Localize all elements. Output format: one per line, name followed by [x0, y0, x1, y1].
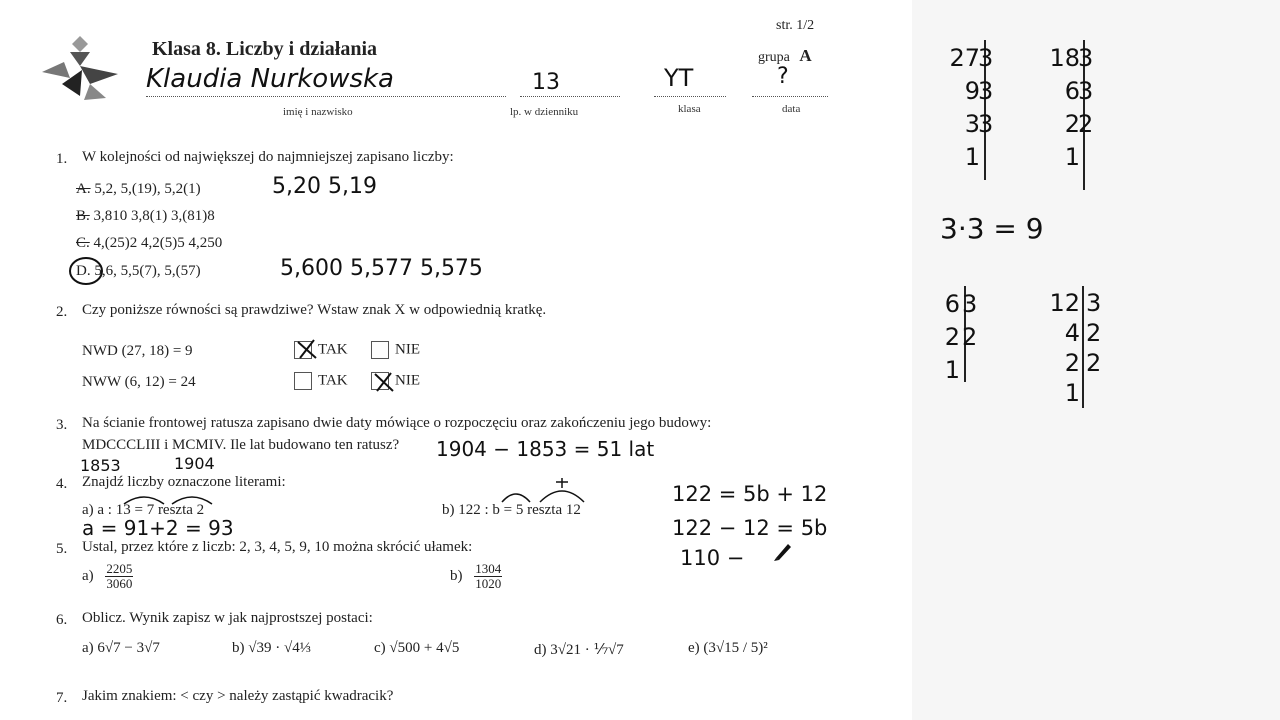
- q4-b-arcs: [498, 474, 598, 506]
- factor-6-right: 3 2: [962, 290, 978, 351]
- q1-d-circle: [68, 256, 104, 286]
- klasa-handwritten: YT: [664, 64, 694, 92]
- q1-number: 1.: [56, 151, 68, 167]
- q7-text: Jakim znakiem: < czy > należy zastąpić kwadracik?: [82, 688, 394, 704]
- q4-a-work: a = 91+2 = 93: [82, 516, 234, 540]
- q2-row1-x-mark: [294, 336, 320, 362]
- q5-a: a) $\frac{2205}{3060}$: [82, 561, 133, 591]
- scratch-panel: [912, 0, 1280, 720]
- name-handwritten: Klaudia Nurkowska: [146, 64, 394, 94]
- data-handwritten: ?: [777, 64, 789, 89]
- klasa-line: [654, 96, 726, 97]
- q1-option-a: A. 5,2, 5,(19), 5,2(1): [76, 181, 201, 197]
- page-title: Klasa 8. Liczby i działania: [152, 38, 378, 60]
- q3-answer: 1904 − 1853 = 51 lat: [436, 437, 655, 461]
- q6-a: a) 6√7 − 3√7: [82, 640, 160, 656]
- factor-18-right: 3 3 2: [1078, 44, 1094, 138]
- q2-row1-expr: NWD (27, 18) = 9: [82, 343, 193, 359]
- q5-b: b) $\frac{1304}{1020}$: [450, 561, 502, 591]
- q4-a-arcs: [120, 490, 220, 506]
- group-label: grupa A: [758, 46, 812, 65]
- data-line: [752, 96, 828, 97]
- gcd-product: 3·3 = 9: [940, 212, 1044, 245]
- q2-row2-yes-checkbox[interactable]: [294, 372, 312, 390]
- q5-b-fraction: $\frac{1304}{1020}$: [475, 561, 502, 591]
- q7-number: 7.: [56, 690, 68, 706]
- q6-b: b) √39 · √4⅓: [232, 640, 311, 656]
- q4b-work-line1: 122 = 5b + 12: [672, 482, 828, 506]
- q1-option-d: D. 5,6, 5,5(7), 5,(57): [76, 263, 201, 279]
- q2-row1-no[interactable]: NIE: [371, 341, 420, 359]
- q2-row1-yes[interactable]: TAK: [294, 341, 348, 359]
- q2-row2-no[interactable]: NIE: [371, 372, 420, 390]
- name-line: [146, 96, 506, 97]
- data-label: data: [782, 103, 801, 115]
- pen-cursor-icon: [772, 540, 792, 562]
- q4-number: 4.: [56, 476, 68, 492]
- q3-line2: MDCCCLIII i MCMIV. Ile lat budowano ten ratusz?: [82, 437, 400, 453]
- q4b-work-line2: 122 − 12 = 5b: [672, 516, 828, 540]
- factor-27-right: 3 3 3: [978, 44, 994, 138]
- lp-line: [520, 96, 620, 97]
- q4-text: Znajdź liczby oznaczone literami:: [82, 474, 286, 490]
- q1-a-note: 5,20 5,19: [272, 174, 377, 199]
- group-value: A: [799, 46, 812, 65]
- logo-icon: [40, 34, 120, 104]
- q1-text: W kolejności od największej do najmniejszej zapisano liczby:: [82, 149, 454, 165]
- q3-note-1904: 1904: [174, 454, 215, 473]
- factor-12-right: 3 2 2: [1086, 289, 1102, 377]
- factor-27-left: 27 9 3 1: [949, 44, 980, 171]
- klasa-label: klasa: [678, 103, 701, 115]
- q1-d-note: 5,600 5,577 5,575: [280, 256, 483, 281]
- factor-6-left: 6 2 1: [944, 290, 960, 384]
- q3-line1: Na ścianie frontowej ratusza zapisano dwie daty mówiące o rozpoczęciu oraz zakończeniu jego budowy:: [82, 415, 712, 431]
- lp-handwritten: 13: [532, 70, 560, 95]
- q4-b: b) 122 : b = 5 reszta 12: [442, 502, 581, 518]
- name-label: imię i nazwisko: [283, 106, 353, 118]
- q5-text: Ustal, przez które z liczb: 2, 3, 4, 5, 9, 10 można skrócić ułamek:: [82, 539, 473, 555]
- factor-12-left: 12 4 2 1: [1049, 289, 1080, 407]
- q1-option-c: C. 4,(25)2 4,2(5)5 4,250: [76, 235, 223, 251]
- q6-number: 6.: [56, 612, 68, 628]
- q2-row1-no-checkbox[interactable]: [371, 341, 389, 359]
- q3-number: 3.: [56, 417, 68, 433]
- q6-d: d) 3√21 · ⅐√7: [534, 642, 624, 658]
- q6-e: e) (3√15 / 5)²: [688, 640, 768, 656]
- page-number: str. 1/2: [776, 18, 815, 33]
- factor-18-left: 18 6 2 1: [1049, 44, 1080, 171]
- q2-row2-yes[interactable]: TAK: [294, 372, 348, 390]
- q6-c: c) √500 + 4√5: [374, 640, 460, 656]
- q5-a-fraction: $\frac{2205}{3060}$: [106, 561, 133, 591]
- q2-row2-expr: NWW (6, 12) = 24: [82, 374, 196, 390]
- lp-label: lp. w dzienniku: [510, 106, 579, 118]
- q2-number: 2.: [56, 304, 68, 320]
- q4b-work-line3: 110 −: [680, 546, 745, 570]
- q3-note-1853: 1853: [80, 456, 121, 475]
- q2-row2-x-mark: [372, 370, 396, 394]
- q5-number: 5.: [56, 541, 68, 557]
- q1-option-b: B. 3,810 3,8(1) 3,(81)8: [76, 208, 215, 224]
- q2-text: Czy poniższe równości są prawdziwe? Wstaw znak X w odpowiednią kratkę.: [82, 302, 547, 318]
- factor-12-bar: [1082, 286, 1084, 408]
- q6-text: Oblicz. Wynik zapisz w jak najprostszej postaci:: [82, 610, 373, 626]
- q4-a: a) a : 13 = 7 reszta 2: [82, 502, 205, 518]
